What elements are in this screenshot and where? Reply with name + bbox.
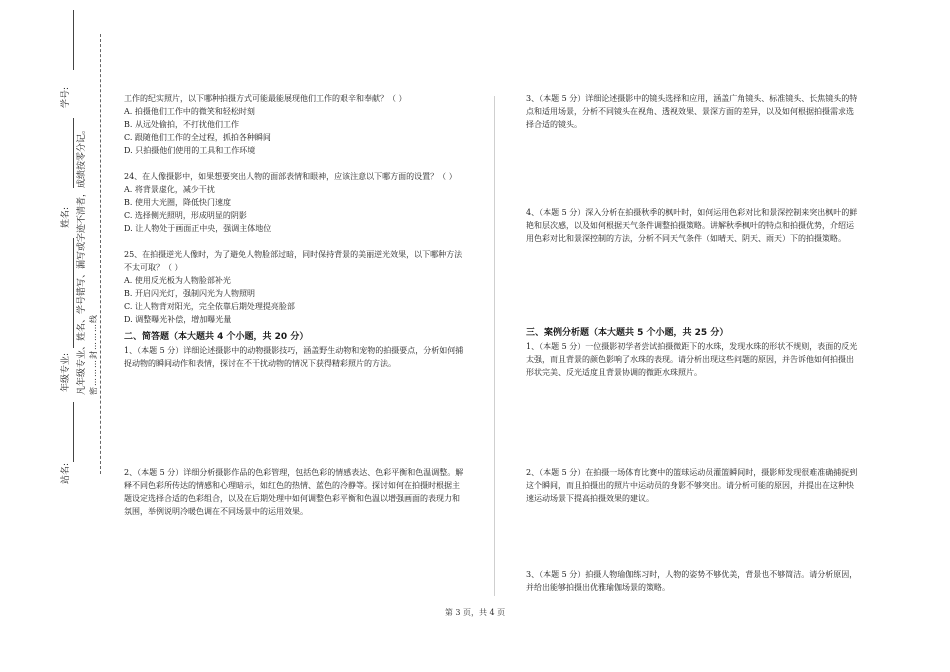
seal-text: 密………封………线 <box>89 314 98 395</box>
short-answer-q4-text: 4、（本题 5 分）深入分析在拍摄秋季的枫叶时，如何运用色彩对比和景深控制来突出枫叶的鲜艳和层次感，以及如何根据天气条件调整拍摄策略。讲解秋季枫叶的特点和拍摄优势，介绍运用色彩对比和景深控制的方法，分析不同天气条件（如晴天、阴天、雨天）下的拍摄策略。 <box>526 208 858 243</box>
list-item: A. 拍摄他们工作中的微笑和轻松时刻 <box>124 107 255 116</box>
school-line <box>73 402 74 462</box>
short-answer-q4 <box>526 206 861 245</box>
major-line <box>73 238 74 348</box>
list-item: D. 只拍摄他们使用的工具和工作环境 <box>124 146 256 155</box>
student-id-label: 学号: <box>61 86 71 108</box>
left-column <box>124 92 464 370</box>
case-q3-text: 3、（本题 5 分）拍摄人物瑜伽练习时，人物的姿势不够优美，背景也不够简洁。请分析原因，并给出能够拍摄出优雅瑜伽场景的策略。 <box>526 570 858 592</box>
short-answer-q3 <box>526 92 861 131</box>
column-divider <box>494 96 495 596</box>
case-q3 <box>526 568 861 594</box>
list-item: D. 调整曝光补偿，增加曝光量 <box>124 315 232 324</box>
section-3-title: 三、案例分析题（本大题共 5 个小题，共 25 分） <box>526 328 729 338</box>
list-item: 25、在拍摄逆光人像时，为了避免人物脸部过暗，同时保持背景的美丽逆光效果，以下哪种方法不太可取？（ ） <box>124 250 463 272</box>
short-answer-q2-text: 2、（本题 5 分）详细分析摄影作品的色彩管理，包括色彩的情感表达、色彩平衡和色温调整。解释不同色彩所传达的情感和心理暗示，如红色的热情、蓝色的冷静等。探讨如何在拍摄时根据主题设定选择合适的色彩组合，以及在后期处理中如何调整色彩平衡和色温以增强画面的表现力和氛围，举例说明冷暖色调在不同场景中的运用效果。 <box>124 468 464 516</box>
list-item: C. 让人物背对阳光，完全依靠后期处理提亮脸部 <box>124 302 295 311</box>
list-item: C. 选择侧光照明，形成明显的阴影 <box>124 211 247 220</box>
list-item: 工作的纪实照片，以下哪种拍摄方式可能最能展现他们工作的艰辛和奉献？（ ） <box>124 94 407 103</box>
short-answer-q2 <box>124 466 464 518</box>
list-item: 24、在人像摄影中，如果想要突出人物的面部表情和眼神，应该注意以下哪方面的设置？（ ） <box>124 172 457 181</box>
school-label: 站名: <box>61 462 71 484</box>
list-item: B. 使用大光圈，降低快门速度 <box>124 198 231 207</box>
list-item: D. 让人物处于画面正中央，强调主体地位 <box>124 224 272 233</box>
case-q1: 1、（本题 5 分）一位摄影初学者尝试拍摄微距下的水珠，发现水珠的形状不规则，表面的反光太强，而且背景的颜色影响了水珠的表现。请分析出现这些问题的原因，并告诉他如何拍摄出形状完美、反光适度且背景协调的微距水珠照片。 <box>526 342 858 377</box>
student-id-line <box>73 10 74 70</box>
list-item: B. 从远处偷拍，不打扰他们工作 <box>124 120 239 129</box>
warning-text: 凡年级专业、姓名、学号错写、漏写或字迹不清者，成绩按零分记。 <box>77 124 87 395</box>
major-label: 年级专业: <box>61 352 71 392</box>
short-answer-q3-text: 3、（本题 5 分）详细论述摄影中的镜头选择和应用，涵盖广角镜头、标准镜头、长焦镜头的特点和适用场景，分析不同镜头在视角、透视效果、景深方面的差异，以及如何根据拍摄需求选择合适的镜头。 <box>526 94 858 129</box>
binding-margin <box>0 0 110 672</box>
short-answer-q1: 1、（本题 5 分）详细论述摄影中的动物摄影技巧，涵盖野生动物和宠物的拍摄要点，分析如何捕捉动物的瞬间动作和表情，探讨在不干扰动物的情况下获得精彩照片的方法。 <box>124 346 464 368</box>
case-q2 <box>526 466 861 505</box>
mc-question-list <box>124 92 464 326</box>
list-item: A. 使用反光板为人物脸部补光 <box>124 276 231 285</box>
section-2-title: 二、简答题（本大题共 4 个小题，共 20 分） <box>124 332 309 342</box>
list-item: B. 开启闪光灯，强制闪光为人物照明 <box>124 289 255 298</box>
list-item: A. 将背景虚化，减少干扰 <box>124 185 215 194</box>
name-line <box>73 118 74 188</box>
seal-dashed-line <box>100 34 101 474</box>
case-q2-text: 2、（本题 5 分）在拍摄一场体育比赛中的篮球运动员灌篮瞬间时，摄影师发现很难准确捕捉到这个瞬间，而且拍摄出的照片中运动员的身影不够突出。请分析可能的原因，并提出在这种快速运动场景下提高拍摄效果的建议。 <box>526 468 858 503</box>
name-label: 姓名: <box>61 206 71 228</box>
case-section <box>526 326 861 379</box>
list-item: C. 跟随他们工作的全过程，抓拍各种瞬间 <box>124 133 271 142</box>
page-number: 第 3 页，共 4 页 <box>444 608 506 617</box>
